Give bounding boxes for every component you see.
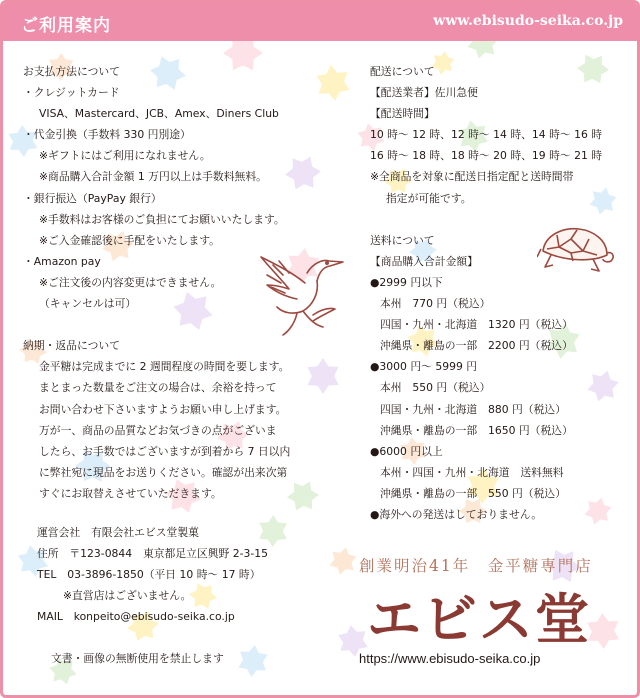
fee-tier-2-honshu: 本州 550 円（税込） xyxy=(380,381,491,395)
payment-and-returns-section xyxy=(23,61,290,504)
payment-bank: ・銀行振込（PayPay 銀行） xyxy=(23,191,162,205)
fee-tier-2-shikoku: 四国・九州・北海道 880 円（税込） xyxy=(380,402,566,416)
returns-text-4: 万が一、商品の品質などお気づきの点がございま xyxy=(39,423,277,437)
shipping-section xyxy=(370,61,602,525)
company-address: 住所 〒123-0844 東京都足立区興野 2-3-15 xyxy=(37,547,269,561)
returns-text-5: したら、お手数ではございますが到着から 7 日以内 xyxy=(39,444,291,458)
shipping-note-1: ※全商品を対象に配送日指定配と送時間帯 xyxy=(370,170,574,184)
company-info xyxy=(37,522,268,627)
returns-text-1: 金平糖は完成までに 2 週間程度の時間を要します。 xyxy=(39,360,290,374)
payment-cod-note-1: ※ギフトにはご利用になれません。 xyxy=(39,149,211,163)
company-mail: MAIL konpeito@ebisudo-seika.co.jp xyxy=(37,610,235,624)
shipping-carrier: 【配送業者】佐川急便 xyxy=(370,86,478,100)
company-store-note: ※直営店はございません。 xyxy=(63,589,192,603)
company-name: 運営会社 有限会社エビス堂製菓 xyxy=(37,526,199,539)
shipping-time-heading: 【配送時間】 xyxy=(370,107,435,121)
returns-text-7: すぐにお取替えさせていただきます。 xyxy=(39,486,222,500)
fee-tier-3: ●6000 円以上 xyxy=(370,444,443,458)
fee-tier-3-okinawa: 沖縄県・離島の一部 550 円（税込） xyxy=(380,486,566,500)
payment-cod-note-2: ※商品購入合計金額 1 万円以上は手数料無料。 xyxy=(39,170,267,184)
konpeito-star xyxy=(330,547,357,574)
copyright-notice: 文書・画像の無断使用を禁止します xyxy=(51,652,224,665)
fee-overseas-note: ●海外への発送はしておりません。 xyxy=(370,507,543,521)
payment-credit-card: ・クレジットカード xyxy=(23,86,120,100)
returns-text-2: まとまった数量をご注文の場合は、余裕を持って xyxy=(39,381,277,395)
site-url: https://www.ebisudo-seika.co.jp xyxy=(359,651,541,666)
shipping-times-1: 10 時〜 12 時、12 時〜 14 時、14 時〜 16 時 xyxy=(370,128,603,142)
fee-tier-3-mainland: 本州・四国・九州・北海道 送料無料 xyxy=(380,465,564,479)
returns-heading: 納期・返品について xyxy=(23,339,120,353)
company-phone: TEL 03-3896-1850（平日 10 時〜 17 時） xyxy=(37,568,261,582)
konpeito-star xyxy=(587,613,619,649)
konpeito-star xyxy=(287,482,319,511)
payment-bank-note-1: ※手数料はお客様のご負担にてお願いいたします。 xyxy=(39,212,285,226)
fee-tier-1-shikoku: 四国・九州・北海道 1320 円（税込） xyxy=(380,318,573,332)
konpeito-star xyxy=(285,157,321,190)
payment-amazon-note-1: ※ご注文後の内容変更はできません。 xyxy=(39,275,222,289)
payment-amazon-pay: ・Amazon pay xyxy=(23,254,101,268)
fee-tier-1-okinawa: 沖縄県・離島の一部 2200 円（税込） xyxy=(380,339,573,353)
header-bar xyxy=(3,3,637,41)
brand-logo: エビス堂 xyxy=(367,587,591,651)
brand-slogan: 創業明治41年 金平糖専門店 xyxy=(359,557,593,575)
payment-heading: お支払方法について xyxy=(23,65,120,78)
payment-bank-note-2: ※ご入金確認後に手配をいたします。 xyxy=(39,233,220,247)
spacer xyxy=(23,314,290,335)
payment-cod: ・代金引換（手数料 330 円別途） xyxy=(23,128,191,142)
turtle-illustration xyxy=(537,221,615,281)
konpeito-star xyxy=(468,41,499,58)
konpeito-star xyxy=(238,645,267,677)
page-title: ご利用案内 xyxy=(21,16,111,36)
payment-card-brands: VISA、Mastercard、JCB、Amex、Diners Club xyxy=(39,107,279,121)
payment-amazon-note-2: （キャンセルは可） xyxy=(39,297,137,311)
shipping-note-2: 指定が可能です。 xyxy=(386,191,472,205)
konpeito-star xyxy=(316,65,349,101)
fee-heading: 送料について xyxy=(370,233,435,247)
header-url: www.ebisudo-seika.co.jp xyxy=(433,13,623,29)
fee-tier-2-okinawa: 沖縄県・離島の一部 1650 円（税込） xyxy=(380,423,573,437)
returns-text-3: お問い合わせ下さいますようお願い申し上げます。 xyxy=(39,402,287,416)
fee-subheading: 【商品購入合計金額】 xyxy=(370,254,478,268)
shipping-times-2: 16 時〜 18 時、18 時〜 20 時、19 時〜 21 時 xyxy=(370,149,603,163)
fee-tier-1: ●2999 円以下 xyxy=(370,275,443,289)
crane-illustration xyxy=(253,253,349,339)
konpeito-star xyxy=(307,358,338,394)
shipping-heading: 配送について xyxy=(370,65,435,78)
fee-tier-2: ●3000 円〜 5999 円 xyxy=(370,360,478,374)
returns-text-6: に弊社宛に現品をお送りください。確認が出来次第 xyxy=(39,465,288,479)
fee-tier-1-honshu: 本州 770 円（税込） xyxy=(380,297,491,311)
